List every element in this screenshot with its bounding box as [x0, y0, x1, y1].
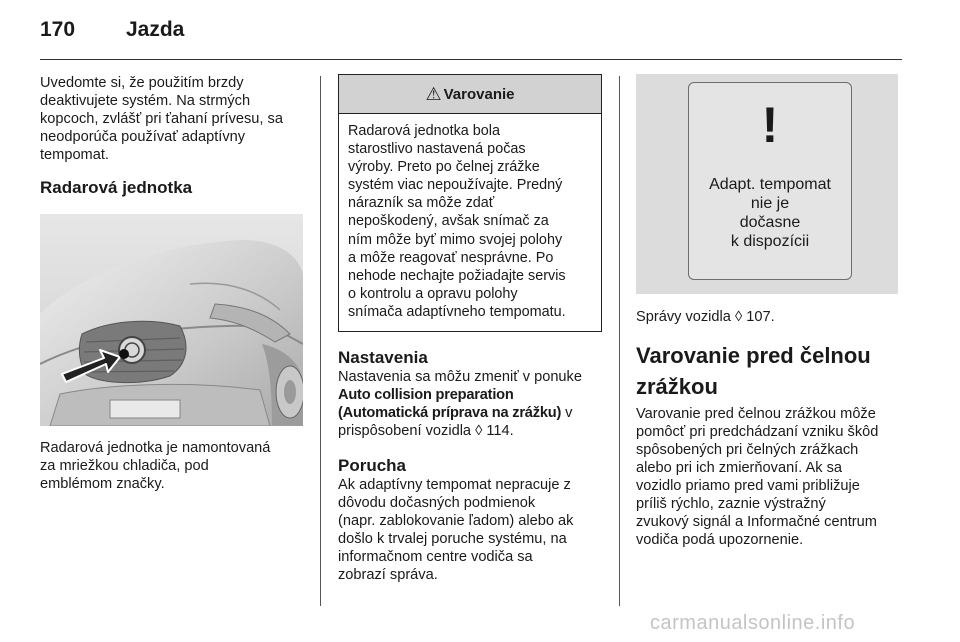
header-divider [40, 59, 902, 60]
warning-triangle-icon: ⚠ [425, 83, 442, 104]
display-message: Adapt. tempomat nie je dočasne k dispozícii [709, 176, 831, 250]
vehicle-messages-reference: Správy vozidla ◊ 107. [636, 309, 775, 325]
warning-header [339, 75, 601, 114]
page-header [40, 14, 920, 46]
fault-heading: Porucha [338, 456, 407, 476]
collision-warning-paragraph: Varovanie pred čelnou zrážkou môže pomôcť pri predchádzaní vzniku škôd spôsobených pri čelných zrážkach alebo pri ich zmierňovaní. Ak sa vozidlo priamo pred vami približuje príliš rýchlo, zaznie výstražný zvukový signál a Informačné centrum vodiča podá upozornenie. [636, 406, 879, 548]
page-title: Jazda [126, 18, 185, 41]
warning-box [338, 74, 602, 332]
radar-unit-caption: Radarová jednotka je namontovaná za mriežkou chladiča, pod emblémom značky. [40, 440, 271, 492]
driver-info-display-image [636, 74, 898, 294]
fault-paragraph: Ak adaptívny tempomat nepracuje z dôvodu dočasných podmienok (napr. zablokovanie ľadom) alebo ak došlo k trvalej poruche systému, na informačnom centre vodiča sa zobrazí správa. [338, 477, 574, 584]
column-divider-2 [619, 76, 620, 606]
watermark: carmanualsonline.info [650, 612, 856, 634]
column-2 [338, 74, 606, 584]
car-front-photo [40, 214, 303, 426]
settings-paragraph: Nastavenia sa môžu zmeniť v ponuke Auto collision preparation (Automatická príprava na zrážku) v prispôsobení vozidla ◊ 114. [338, 369, 582, 440]
page-reference-icon: ◊ [475, 423, 483, 440]
column-divider-1 [320, 76, 321, 606]
intro-paragraph: Uvedomte si, že použitím brzdy deaktivujete systém. Na strmých kopcoch, zvlášť pri ťahaní prívesu, sa neodporúča používať adaptívny tempomat. [40, 75, 283, 163]
warning-title: Varovanie [443, 85, 515, 103]
warning-body: Radarová jednotka bola starostlivo nastavená počas výroby. Preto po čelnej zrážke systém viac nepoužívajte. Predný nárazník sa môže zdať nepoškodený, avšak snímač za ním môže byť mimo svojej polohy a môže reagovať nesprávne. Po nehode nechajte požiadajte servis o kontrolu a opravu polohy snímača adaptívneho tempomatu. [348, 123, 566, 320]
exclamation-icon: ! [761, 97, 779, 153]
page-reference-icon: ◊ [734, 309, 743, 325]
column-1 [40, 74, 308, 493]
page-number: 170 [40, 18, 76, 41]
column-3 [636, 74, 906, 549]
settings-heading: Nastavenia [338, 348, 428, 368]
car-front-illustration [40, 214, 303, 426]
display-screen [688, 82, 852, 280]
radar-unit-heading: Radarová jednotka [40, 178, 193, 197]
collision-warning-heading: Varovanie pred čelnou zrážkou [636, 343, 871, 399]
